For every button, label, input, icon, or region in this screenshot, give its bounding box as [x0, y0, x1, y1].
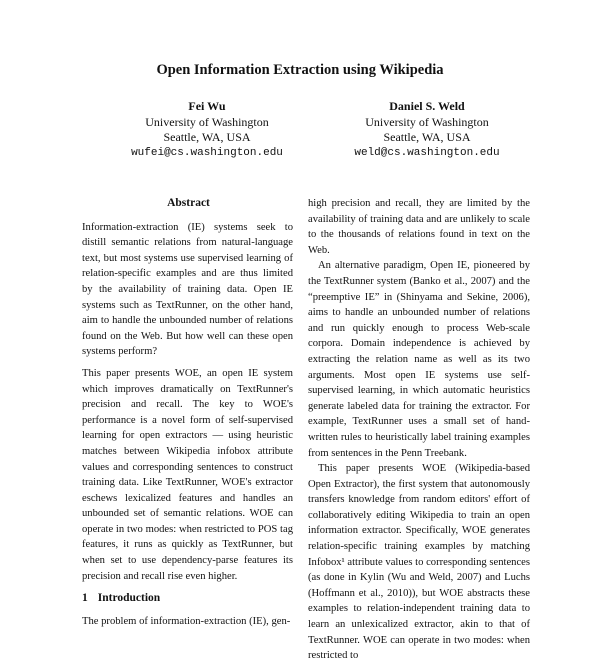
section-title: Introduction [97, 592, 161, 605]
author-email: wufei@cs.washington.edu [131, 146, 283, 159]
author-location: Seattle, WA, USA [163, 130, 251, 144]
left-column [82, 196, 295, 627]
author-name: Fei Wu [188, 99, 226, 113]
introduction-paragraph-1: The problem of information-extraction (IE), gen- [82, 615, 291, 627]
author-affiliation: University of Washington [365, 114, 489, 129]
section-heading-introduction [82, 591, 295, 607]
body-paragraph-continued: high precision and recall, they are limited by the availability of training data and are unlikely to scale to the thousands of relations found in text on the Web. [308, 198, 530, 256]
author-block-2 [312, 99, 542, 161]
author-email: weld@cs.washington.edu [354, 146, 500, 159]
abstract-paragraph-2: This paper presents WOE, an open IE system which improves dramatically on TextRunner's precision and recall. The key to WOE's performance is a novel form of self-supervised learning for open extractors — using heuristic matches between Wikipedia infobox attribute values and corresponding sentences to construct training data. Like TextRunner, WOE's extractor eschews lexicalized features and handles an unbounded set of semantic relations. WOE can operate in two modes: when restricted to POS tag features, it runs as quickly as TextRunner, but when set to use dependency-parse features its precision and recall rise even higher. [82, 367, 293, 582]
abstract-heading: Abstract [167, 197, 210, 209]
right-column-body [308, 196, 530, 664]
section-number: 1 [82, 592, 88, 605]
author-location: Seattle, WA, USA [383, 130, 471, 144]
abstract-paragraph-1: Information-extraction (IE) systems seek to distill semantic relations from natural-language text, but most systems use supervised learning of relation-specific examples and are thus limited by the availability of training data. Open IE systems such as TextRunner, on the other hand, aim to handle the unbounded number of relations found on the Web. But how well can these open systems perform? [82, 221, 293, 358]
right-column [308, 196, 530, 662]
author-block-1 [92, 99, 322, 161]
body-paragraph-open-ie: An alternative paradigm, Open IE, pioneered by the TextRunner system (Banko et al., 2007) and the “preemptive IE” in (Shinyama and Sekine, 2006), aims to handle an unbounded number of relations and run quickly enough to process Web-scale corpora. Domain independence is achieved by extracting the relation name as well as its two arguments. Most open IE systems use self-supervised learning, in which automatic heuristics generate labeled data for training the extractor. For example, TextRunner uses a small set of hand-written rules to heuristically label training examples from sentences in the Penn Treebank. [308, 260, 530, 459]
body-paragraph-woe: This paper presents WOE (Wikipedia-based Open Extractor), the first system that autonomously transfers knowledge from random editors' effort of collaboratively editing Wikipedia to train an open information extractor. Specifically, WOE generates relation-specific training examples by matching Infobox¹ attribute values to corresponding sentences (as done in Kylin (Wu and Weld, 2007) and Luchs (Hoffmann et al., 2010)), but WOE abstracts these examples to relation-independent training data to learn an unlexicalized extractor, akin to that of TextRunner. WOE can operate in two modes: when restricted to [308, 463, 530, 662]
paper-title: Open Information Extraction using Wikipedia [156, 62, 444, 78]
abstract-body [82, 220, 295, 585]
introduction-body [82, 614, 295, 630]
author-name: Daniel S. Weld [389, 99, 465, 113]
author-affiliation: University of Washington [145, 114, 269, 129]
